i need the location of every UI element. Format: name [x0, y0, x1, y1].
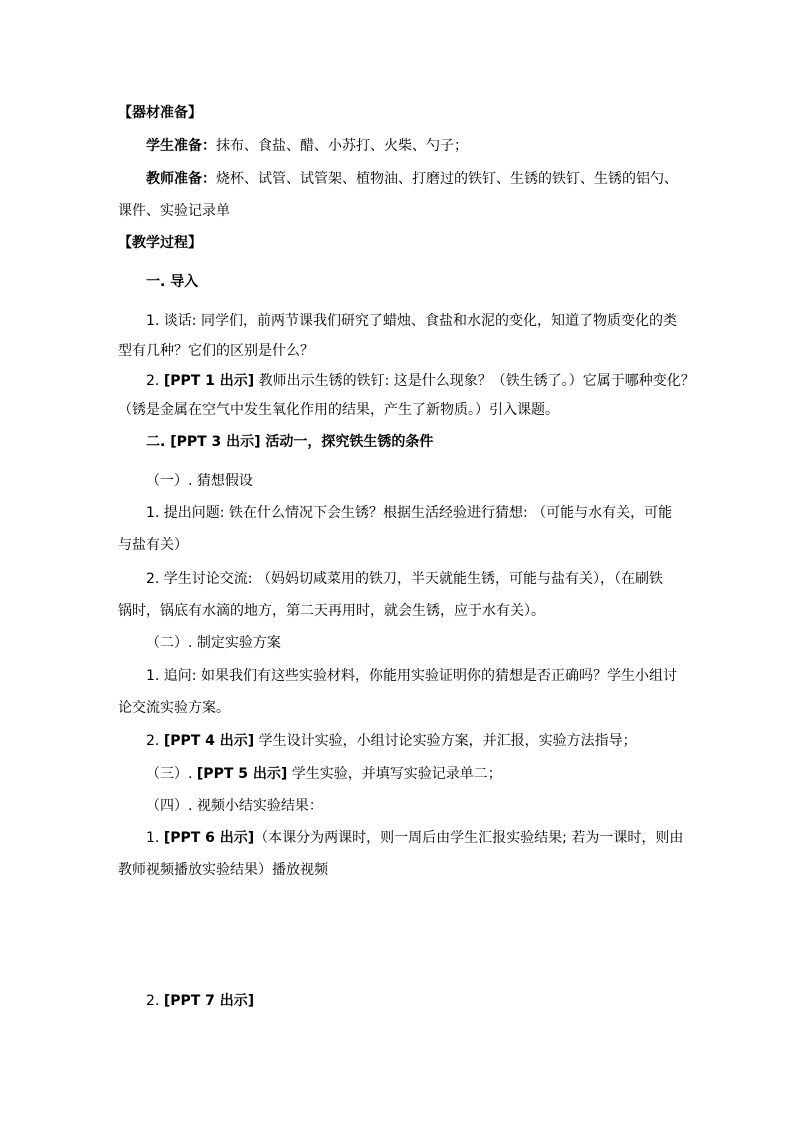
process-heading: 【教学过程】 [118, 235, 202, 251]
sub-heading-video-summary: （四）. 视频小结实验结果： [146, 798, 323, 814]
intro-paragraph-2-cont: （锈是金属在空气中发生氧化作用的结果，产生了新物质。）引入课题。 [118, 402, 559, 418]
intro-paragraph-2 [146, 371, 695, 391]
video-paragraph-1-cont: 教师视频播放实验结果）播放视频 [118, 862, 328, 878]
ppt-marker: [PPT 7 出示] [163, 993, 255, 1009]
video-p2-prefix: 2. [146, 993, 164, 1009]
intro-paragraph-1-cont: 型有几种？它们的区别是什么？ [118, 343, 314, 359]
sub-heading-experiment [146, 764, 502, 784]
student-prep-text: 抹布、食盐、醋、小苏打、火柴、勺子； [216, 138, 468, 154]
intro-paragraph-1: 1. 谈话: 同学们，前两节课我们研究了蜡烛、食盐和水泥的变化，知道了物质变化的类 [146, 313, 677, 329]
plan-paragraph-1-cont: 论交流实验方案。 [118, 700, 230, 716]
video-paragraph-1 [146, 828, 683, 848]
teacher-prep-label: 教师准备： [146, 171, 216, 187]
ppt-marker: [PPT 6 出示] [163, 830, 255, 846]
sub-heading-plan: （二）. 制定实验方案 [146, 635, 281, 651]
section-two-heading: 二. [PPT 3 出示] 活动一，探究铁生锈的条件 [146, 434, 434, 450]
video-p1-prefix: 1. [146, 830, 164, 846]
intro-p2-text: 教师出示生锈的铁钉: 这是什么现象？（铁生锈了。）它属于哪种变化？ [254, 373, 695, 389]
equipment-heading: 【器材准备】 [118, 105, 202, 121]
ppt-marker: [PPT 4 出示] [163, 733, 255, 749]
video-p1-text: （本课分为两课时，则一周后由学生汇报实验结果; 若为一课时，则由 [254, 830, 684, 846]
student-prep-line [146, 136, 468, 156]
sub3-prefix: （三）. [146, 766, 197, 782]
teacher-prep-text: 烧杯、试管、试管架、植物油、打磨过的铁钉、生锈的铁钉、生锈的铝勺、 [216, 171, 678, 187]
hypothesis-paragraph-2: 2. 学生讨论交流: （妈妈切咸菜用的铁刀，半天就能生锈，可能与盐有关），（在刷铁 [146, 571, 663, 587]
intro-p2-prefix: 2. [146, 373, 164, 389]
plan-p2-text: 学生设计实验，小组讨论实验方案，并汇报，实验方法指导； [254, 733, 637, 749]
hypothesis-paragraph-1-cont: 与盐有关） [118, 537, 188, 553]
ppt-marker: [PPT 5 出示] [196, 766, 288, 782]
plan-paragraph-1: 1. 追问: 如果我们有这些实验材料，你能用实验证明你的猜想是否正确吗？学生小组讨 [146, 668, 677, 684]
student-prep-label: 学生准备： [146, 138, 216, 154]
teacher-prep-text-cont: 课件、实验记录单 [118, 203, 230, 219]
ppt-marker: [PPT 1 出示] [163, 373, 255, 389]
hypothesis-paragraph-1: 1. 提出问题: 铁在什么情况下会生锈？根据生活经验进行猜想: （可能与水有关，可能 [146, 505, 673, 521]
section-intro-heading: 一. 导入 [146, 274, 199, 290]
hypothesis-paragraph-2-cont: 锅时，锅底有水滴的地方，第二天再用时，就会生锈，应于水有关）。 [118, 603, 545, 619]
teacher-prep-line [146, 169, 678, 189]
plan-paragraph-2 [146, 731, 637, 751]
sub-heading-hypothesis: （一）. 猜想假设 [146, 473, 253, 489]
video-paragraph-2 [146, 991, 254, 1011]
plan-p2-prefix: 2. [146, 733, 164, 749]
sub3-text: 学生实验，并填写实验记录单二； [287, 766, 502, 782]
